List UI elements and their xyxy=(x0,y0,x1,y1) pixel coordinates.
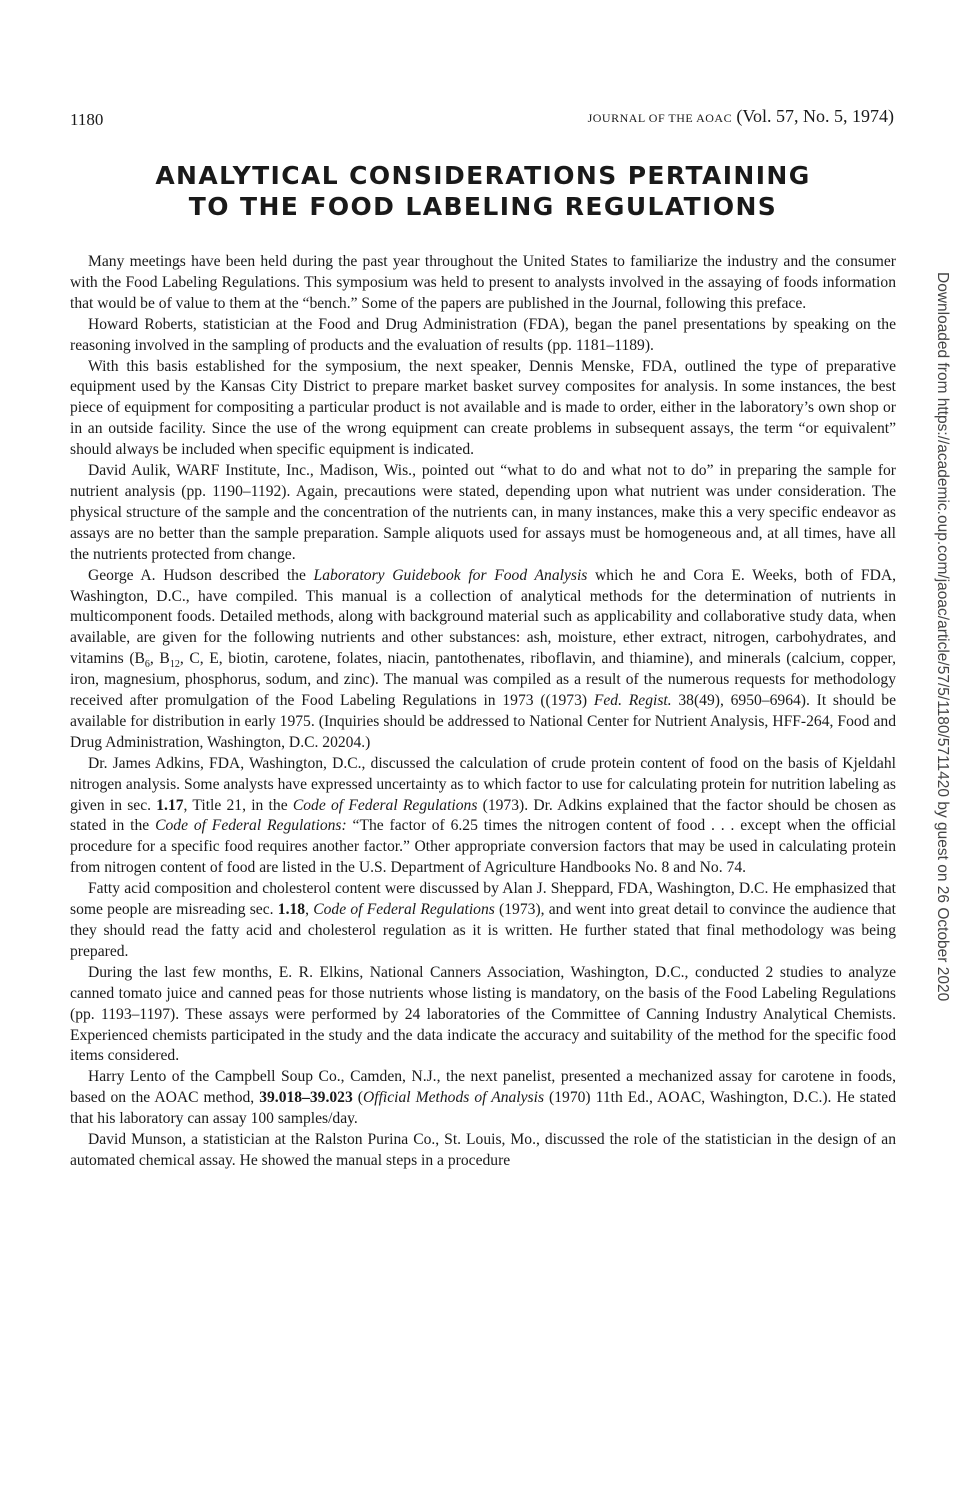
paragraph-lento: Harry Lento of the Campbell Soup Co., Camden, N.J., the next panelist, presented a mechanized assay for carotene in foods, based on the AOAC method, 39.018–39.023 (Official Methods of Analysis (1970) 11th Ed., AOAC, Washington, D.C.). He stated that his laboratory can assay 100 samples/day. xyxy=(70,1068,897,1128)
fed-regist-citation: Fed. Regist. xyxy=(593,692,672,710)
title-line-1: ANALYTICAL CONSIDERATIONS PERTAINING xyxy=(155,161,811,190)
volume-info: (Vol. 57, No. 5, 1974) xyxy=(736,106,894,126)
download-note: Downloaded from https://academic.oup.com/jaoac/article/57/5/1180/5711420 by guest on 26 October 2020 xyxy=(934,272,951,1002)
running-header xyxy=(588,106,894,127)
paragraph-sheppard: Fatty acid composition and cholesterol content were discussed by Alan J. Sheppard, FDA, Washington, D.C. He emphasized that some people are misreading sec. 1.18, Code of Federal Regulations (1973), and went into great detail to convince the audience that they should read the fatty acid and cholesterol regulation as it is written. He further stated that final methodology was being prepared. xyxy=(70,880,897,960)
paragraph-menske: With this basis established for the symposium, the next speaker, Dennis Menske, FDA, outlined the type of preparative equipment used by the Kansas City District to prepare market basket survey composites for analysis. In some instances, the best piece of equipment for compositing a particular product is not available and is made to order, either in the laboratory’s own shop or in an outside facility. Since the use of the wrong equipment can create problems in subsequent assays, the term “or equivalent” should always be included when specific equipment is indicated. xyxy=(70,357,896,459)
paragraph-elkins: During the last few months, E. R. Elkins, National Canners Association, Washington, D.C., conducted 2 studies to analyze canned tomato juice and canned peas for those nutrients whose listing is mandatory, on the basis of the Food Labeling Regulations (pp. 1193–1197). These assays were performed by 24 laboratories of the Committee of Canning Industry Analytical Chemists. Experienced chemists participated in the study and the data indicate the accuracy and suitability of the method for the specific food items considered. xyxy=(70,963,896,1065)
download-watermark xyxy=(928,272,958,1172)
paragraph-intro: Many meetings have been held during the past year throughout the United States to familiarize the industry and the consumer with the Food Labeling Regulations. This symposium was held to present to analysts involved in the assaying of foods information that would be of value to them at the “bench.” Some of the papers are published in the Journal, following this preface. xyxy=(70,253,896,312)
page-number: 1180 xyxy=(70,110,104,129)
paragraph-adkins: Dr. James Adkins, FDA, Washington, D.C., discussed the calculation of crude protein content of food on the basis of Kjeldahl nitrogen analysis. Some analysts have expressed uncertainty as to which factor to use for calculating protein for nutrition labeling as given in sec. 1.17, Title 21, in the Code of Federal Regulations (1973). Dr. Adkins explained that the factor should be chosen as stated in the Code of Federal Regulations: “The factor of 6.25 times the nitrogen content of food . . . except when the official procedure for a specific food requires another factor.” Other appropriate conversion factors that may be used in calculating protein from nitrogen content of food are listed in the U.S. Department of Agriculture Handbooks No. 8 and No. 74. xyxy=(70,754,897,877)
article-body xyxy=(70,252,896,1172)
guidebook-title: Laboratory Guidebook for Food Analysis xyxy=(313,566,588,584)
title-line-2: TO THE FOOD LABELING REGULATIONS xyxy=(188,192,778,221)
paragraph-hudson: George A. Hudson described the Laboratory Guidebook for Food Analysis which he and Cora E. Weeks, both of FDA, Washington, D.C., have compiled. This manual is a collection of analytical methods for the determination of nutrients in multicomponent foods. Detailed methods, along with background material such as applicability and collaborative study data, when available, are given for the following nutrients and other substances: ash, moisture, ether extract, nitrogen, carbohydrates, and vitamins ($B_6$, $B_{12}$, C, E, biotin, carotene, folates, niacin, pantothenates, riboflavin, and thiamine), and minerals (calcium, copper, iron, magnesium, phosphorus, sodum, and zinc). The manual was compiled as a result of the numerous requests for methodology received after promulgation of the Food Labeling Regulations in 1973 ((1973) Fed. Regist. 38(49), 6950–6964). It should be available for distribution in early 1975. (Inquiries should be addressed to National Center for Nutrient Analysis, HFF-264, Food and Drug Administration, Washington, D.C. 20204.) xyxy=(70,566,897,751)
paragraph-roberts: Howard Roberts, statistician at the Food and Drug Administration (FDA), began the panel presentations by speaking on the reasoning involved in the sampling of products and the evaluation of results (pp. 1181–1189). xyxy=(70,315,896,354)
journal-name: JOURNAL OF THE AOAC xyxy=(587,111,733,125)
paragraph-munson: David Munson, a statistician at the Ralston Purina Co., St. Louis, Mo., discussed the role of the statistician in the design of an automated chemical assay. He showed the manual steps in a procedure xyxy=(70,1131,896,1169)
paragraph-aulik: David Aulik, WARF Institute, Inc., Madison, Wis., pointed out “what to do and what not to do” in preparing the sample for nutrient analysis (pp. 1190–1192). Again, precautions were stated, depending upon what nutrient was under consideration. The physical structure of the sample and the concentration of the nutrients can, in many instances, make this a very specific endeavor as assays are no better than the sample preparation. Sample aliquots used for assays must be homogeneous and, at all times, have all the nutrients protected from change. xyxy=(70,462,896,563)
article-title xyxy=(70,160,896,222)
